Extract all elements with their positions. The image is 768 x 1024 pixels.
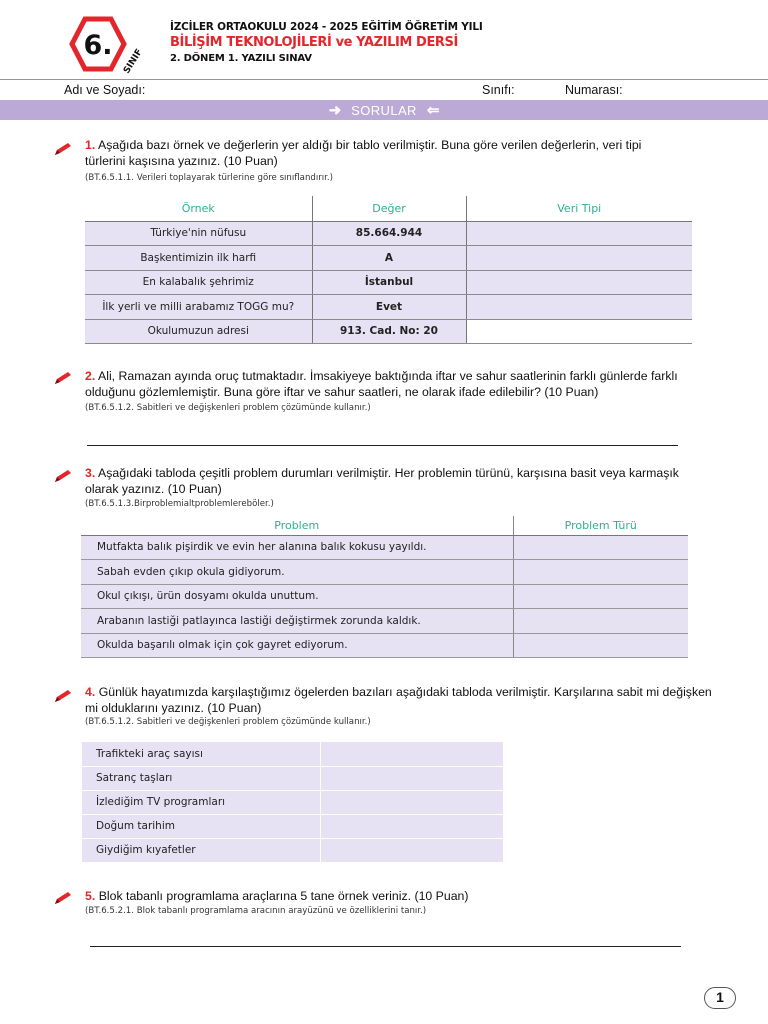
school-line: İZCİLER ORTAOKULU 2024 - 2025 EĞİTİM ÖĞRETİM YILI <box>170 21 483 33</box>
exam-line: 2. DÖNEM 1. YAZILI SINAV <box>170 53 312 64</box>
problem-cell: Okulda başarılı olmak için çok gayret ediyorum. <box>81 633 513 658</box>
question-number: 5. <box>85 889 96 903</box>
question-body: Aşağıda bazı örnek ve değerlerin yer aldığı bir tablo verilmiştir. Buna göre verilen değerlerin, veri tipi türlerini kaşısına yazınız. (10 Puan) <box>85 138 642 168</box>
table-row <box>82 766 503 790</box>
pen-icon <box>53 141 73 157</box>
item-cell: Trafikteki araç sayısı <box>82 742 320 766</box>
grade-word: SINIF <box>122 47 145 76</box>
problem-cell: Mutfakta balık pişirdik ve evin her alanına balık kokusu yayıldı. <box>81 535 513 560</box>
col-header: Örnek <box>85 196 312 221</box>
table-row <box>85 221 692 246</box>
problem-cell: Sabah evden çıkıp okula gidiyorum. <box>81 560 513 585</box>
answer-line[interactable] <box>90 946 681 947</box>
grade-badge-icon <box>66 16 145 76</box>
col-header: Problem <box>81 516 513 535</box>
student-info-row <box>0 79 768 100</box>
problem-cell: Okul çıkışı, ürün dosyamı okulda unuttum. <box>81 584 513 609</box>
pen-icon <box>53 688 73 704</box>
answer-cell[interactable] <box>513 584 688 609</box>
answer-cell[interactable] <box>513 560 688 585</box>
question-2-text <box>85 369 715 400</box>
value-cell: 85.664.944 <box>312 221 466 246</box>
pen-icon <box>53 370 73 386</box>
col-header: Problem Türü <box>513 516 688 535</box>
item-cell: Doğum tarihim <box>82 814 320 838</box>
course-line: BİLİŞİM TEKNOLOJİLERİ ve YAZILIM DERSİ <box>170 35 458 50</box>
answer-cell[interactable] <box>513 609 688 634</box>
constant-variable-table <box>82 742 503 863</box>
answer-cell[interactable] <box>320 766 503 790</box>
question-4-ref: (BT.6.5.1.2. Sabitleri ve değişkenleri problem çözümünde kullanır.) <box>85 717 371 727</box>
page-number: 1 <box>704 987 736 1009</box>
question-5-ref: (BT.6.5.2.1. Blok tabanlı programlama aracının arayüzünü ve özelliklerini tanır.) <box>85 906 427 916</box>
question-4-text <box>85 685 715 716</box>
table-row <box>85 246 692 271</box>
col-header: Veri Tipi <box>466 196 692 221</box>
table-row <box>81 584 688 609</box>
example-cell: En kalabalık şehrimiz <box>85 270 312 295</box>
answer-line[interactable] <box>87 445 678 446</box>
table-row <box>85 270 692 295</box>
value-cell: İstanbul <box>312 270 466 295</box>
grade-number: 6. <box>83 30 113 61</box>
answer-cell[interactable] <box>466 246 692 271</box>
question-1-ref: (BT.6.5.1.1. Verileri toplayarak türlerine göre sınıflandırır.) <box>85 173 333 183</box>
class-label: Sınıfı: <box>482 83 515 97</box>
answer-cell[interactable] <box>320 838 503 862</box>
question-3-ref: (BT.6.5.1.3.Birproblemialtproblemlereböler.) <box>85 499 274 509</box>
table-row <box>81 535 688 560</box>
answer-cell[interactable] <box>466 221 692 246</box>
answer-cell[interactable] <box>320 742 503 766</box>
answer-cell[interactable] <box>466 270 692 295</box>
example-cell: İlk yerli ve milli arabamız TOGG mu? <box>85 295 312 320</box>
question-5-text <box>85 889 715 905</box>
answer-cell[interactable] <box>466 295 692 320</box>
question-1-text <box>85 138 685 169</box>
problem-cell: Arabanın lastiği patlayınca lastiği değiştirmek zorunda kaldık. <box>81 609 513 634</box>
question-2-ref: (BT.6.5.1.2. Sabitleri ve değişkenleri problem çözümünde kullanır.) <box>85 403 371 413</box>
value-cell: 913. Cad. No: 20 <box>312 319 466 344</box>
left-arrow-icon: ⇐ <box>426 102 440 119</box>
table-row <box>82 790 503 814</box>
question-number: 1. <box>85 138 96 152</box>
question-number: 2. <box>85 369 96 383</box>
item-cell: Satranç taşları <box>82 766 320 790</box>
item-cell: Giydiğim kıyafetler <box>82 838 320 862</box>
table-row <box>81 609 688 634</box>
answer-cell[interactable] <box>320 790 503 814</box>
answer-cell[interactable] <box>513 535 688 560</box>
question-body: Aşağıdaki tabloda çeşitli problem durumları verilmiştir. Her problemin türünü, karşısına basit veya karmaşık olarak yazınız. (10 Puan) <box>85 466 679 496</box>
answer-cell[interactable] <box>513 633 688 658</box>
answer-cell[interactable] <box>466 319 692 344</box>
table-row <box>81 633 688 658</box>
table-row <box>85 295 692 320</box>
problem-type-table <box>81 516 688 658</box>
number-label: Numarası: <box>565 83 623 97</box>
data-type-table <box>85 196 692 344</box>
question-body: Ali, Ramazan ayında oruç tutmaktadır. İmsakiyeye baktığında iftar ve sahur saatlerinin farklı günlerde farklı olduğunu gözlemlemiştir. Buna göre iftar ve sahur saatleri, ne olarak ifade edilebilir? (10 Puan) <box>85 369 678 399</box>
value-cell: A <box>312 246 466 271</box>
table-row <box>81 560 688 585</box>
right-arrow-icon: ➜ <box>328 102 342 119</box>
question-number: 4. <box>85 685 96 699</box>
example-cell: Başkentimizin ilk harfi <box>85 246 312 271</box>
header-text <box>170 21 483 64</box>
table-row <box>82 742 503 766</box>
col-header: Değer <box>312 196 466 221</box>
example-cell: Türkiye'nin nüfusu <box>85 221 312 246</box>
value-cell: Evet <box>312 295 466 320</box>
banner-title: SORULAR <box>351 102 417 118</box>
table-row <box>85 319 692 344</box>
answer-cell[interactable] <box>320 814 503 838</box>
name-label: Adı ve Soyadı: <box>64 83 146 97</box>
example-cell: Okulumuzun adresi <box>85 319 312 344</box>
item-cell: İzlediğim TV programları <box>82 790 320 814</box>
question-number: 3. <box>85 466 96 480</box>
table-row <box>82 814 503 838</box>
table-row <box>82 838 503 862</box>
question-body: Blok tabanlı programlama araçlarına 5 tane örnek veriniz. (10 Puan) <box>98 889 469 903</box>
question-body: Günlük hayatımızda karşılaştığımız ögelerden bazıları aşağıdaki tabloda verilmiştir. Karşılarına sabit mi değişken mi olduklarını yazınız. (10 Puan) <box>85 685 712 715</box>
question-3-text <box>85 466 715 497</box>
pen-icon <box>53 890 73 906</box>
pen-icon <box>53 468 73 484</box>
questions-banner <box>0 100 768 120</box>
